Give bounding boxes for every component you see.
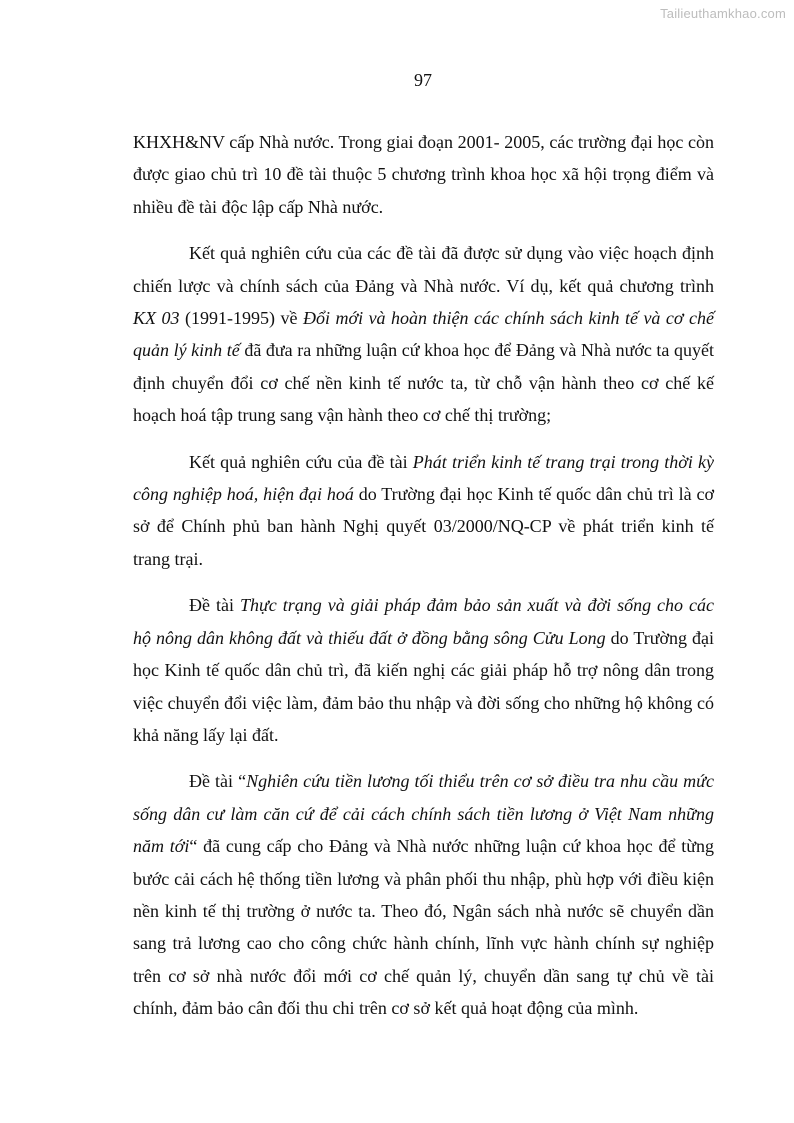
text-segment: do Trường đại học Kinh tế quốc dân chủ trì, đã kiến nghị các giải pháp hỗ trợ nông dân trong việc chuyển đổi việc làm, đảm bảo thu nhập và đời sống cho những hộ không có khả năng lấy lại đất. [133,627,715,745]
paragraph-1 [133,126,714,223]
text-segment: Kết quả nghiên cứu của đề tài [189,451,413,472]
text-segment: (1991-1995) về [179,308,303,329]
paragraph-5 [133,765,714,1024]
text-segment: KHXH&NV cấp Nhà nước. Trong giai đoạn 2001- 2005, các trường đại học còn được giao chủ trì 10 đề tài thuộc 5 chương trình khoa học xã hội trọng điểm và nhiều đề tài độc lập cấp Nhà nước. [133,132,714,217]
page-number: 97 [414,70,432,90]
watermark: Tailieuthamkhao.com [660,6,786,21]
paragraph-2 [133,237,714,431]
text-segment: Kết quả nghiên cứu của các đề tài đã được sử dụng vào việc hoạch định chiến lược và chính sách của Đảng và Nhà nước. Ví dụ, kết quả chương trình [133,243,714,296]
text-segment: “ đã cung cấp cho Đảng và Nhà nước những luận cứ khoa học để từng bước cải cách hệ thống tiền lương và phân phối thu nhập, phù hợp với điều kiện nền kinh tế thị trường ở nước ta. Theo đó, Ngân sách nhà nước sẽ chuyển dần sang trả lương cao cho công chức hành chính, lĩnh vực hành chính sự nghiệp trên cơ sở nhà nước đổi mới cơ chế quản lý, chuyển dần sang tự chủ về tài chính, đảm bảo cân đối thu chi trên cơ sở kết quả hoạt động của mình. [133,836,714,1019]
italic-segment: KX 03 [133,308,180,329]
document-body [133,126,714,1039]
paragraph-4 [133,589,714,751]
paragraph-3 [133,446,714,576]
italic-segment: Nghiên cứu tiền lương tối thiểu trên cơ sở điều tra nhu cầu mức sống dân cư làm căn cứ để cải cách chính sách tiền lương ở Việt Nam những năm tới [133,771,714,857]
text-segment: Đề tài [189,595,240,616]
italic-segment: Đổi mới và hoàn thiện các chính sách kinh tế và cơ chế quản lý kinh tế [133,308,714,361]
text-segment: đã đưa ra những luận cứ khoa học để Đảng và Nhà nước ta quyết định chuyển đổi cơ chế nền kinh tế nước ta, từ chỗ vận hành theo cơ chế kế hoạch hoá tập trung sang vận hành theo cơ chế thị trường; [133,340,714,426]
text-segment: Đề tài “ [189,771,247,792]
italic-segment: Thực trạng và giải pháp đảm bảo sản xuất và đời sống cho các hộ nông dân không đất và thiếu đất ở đồng bằng sông Cửu Long [133,595,714,648]
text-segment: do Trường đại học Kinh tế quốc dân chủ trì là cơ sở để Chính phủ ban hành Nghị quyết 03/2000/NQ-CP về phát triển kinh tế trang trại. [133,484,714,569]
italic-segment: Phát triển kinh tế trang trại trong thời kỳ công nghiệp hoá, hiện đại hoá [133,451,714,505]
